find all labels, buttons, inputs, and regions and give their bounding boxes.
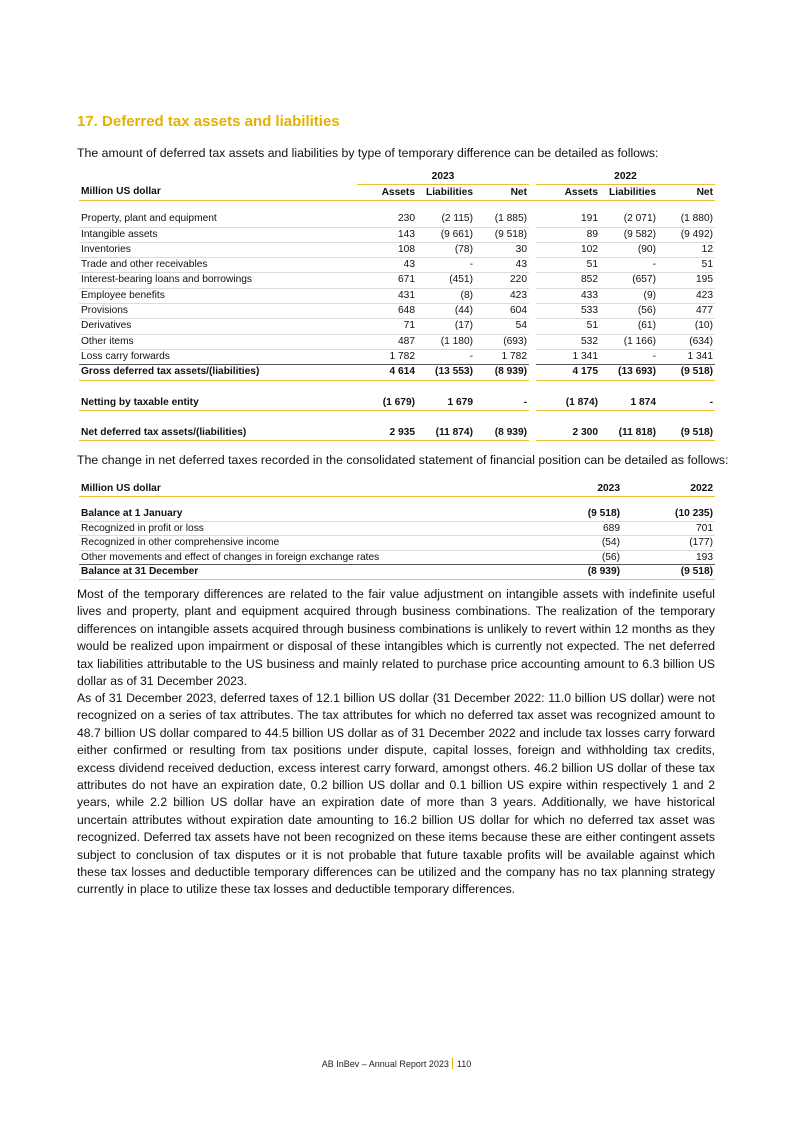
row-value: 477 (658, 304, 715, 319)
row-label: Inventories (79, 242, 357, 257)
column-header: Net (658, 185, 715, 201)
table-row (79, 258, 715, 273)
spacer-row (79, 410, 715, 426)
row-value: 54 (475, 319, 529, 334)
row-value: (657) (600, 273, 658, 288)
row-value: 533 (536, 304, 600, 319)
spacer-cell (79, 201, 715, 213)
table-row (79, 227, 715, 242)
column-header: Liabilities (600, 185, 658, 201)
row-value: 689 (549, 521, 622, 536)
row-value: 701 (622, 521, 715, 536)
row-value: (56) (600, 304, 658, 319)
row-label: Trade and other receivables (79, 258, 357, 273)
row-value: 532 (536, 334, 600, 349)
row-value: (9 518) (622, 565, 715, 580)
net-total-row (79, 426, 715, 441)
row-value: (1 880) (658, 212, 715, 227)
spacer-cell (79, 497, 715, 508)
spacer-cell (79, 380, 715, 396)
row-value: (78) (417, 242, 475, 257)
row-label: Employee benefits (79, 288, 357, 303)
column-gap (529, 242, 536, 257)
row-value: 2023 (549, 481, 622, 497)
row-value: 604 (475, 304, 529, 319)
row-value: (8 939) (475, 426, 529, 441)
row-value: (10 235) (622, 507, 715, 521)
row-value: (13 693) (600, 365, 658, 380)
row-value: (1 874) (536, 396, 600, 411)
row-value: (634) (658, 334, 715, 349)
row-value: (13 553) (417, 365, 475, 380)
row-value: (9) (600, 288, 658, 303)
row-value: - (600, 349, 658, 364)
column-gap (529, 349, 536, 364)
row-value: 143 (357, 227, 417, 242)
table-row (79, 304, 715, 319)
row-value: 30 (475, 242, 529, 257)
row-value: 423 (658, 288, 715, 303)
row-value: (9 518) (658, 365, 715, 380)
gross-total-row (79, 365, 715, 380)
column-header: Liabilities (417, 185, 475, 201)
row-value: (451) (417, 273, 475, 288)
row-value: 2 935 (357, 426, 417, 441)
row-value: (54) (549, 536, 622, 551)
row-value: 71 (357, 319, 417, 334)
row-value: (9 518) (549, 507, 622, 521)
row-label: Interest-bearing loans and borrowings (79, 273, 357, 288)
footer-separator (452, 1058, 453, 1069)
column-gap (529, 227, 536, 242)
row-value: 43 (475, 258, 529, 273)
header-label: Million US dollar (79, 185, 357, 201)
row-value: 4 175 (536, 365, 600, 380)
row-value: (9 518) (658, 426, 715, 441)
paragraph-temporary-differences: Most of the temporary differences are related to the fair value adjustment on intangible assets with indefinite useful lives and property, plant and equipment acquired through business combinations. The realization of the temporary differences on intangible assets acquired through business combinations is unlikely to revert within 12 months as they would be realized upon impairment or disposal of these intangibles which is currently not expected. The net deferred tax liabilities attributable to the US business and mainly related to purchase price accounting amount to 6.3 billion US dollar as of 31 December 2023. (77, 587, 715, 689)
row-value: (2 071) (600, 212, 658, 227)
row-value: (17) (417, 319, 475, 334)
row-value: (1 679) (357, 396, 417, 411)
row-label: Other items (79, 334, 357, 349)
row-value: 89 (536, 227, 600, 242)
page-number: 110 (456, 1059, 472, 1069)
column-header: Assets (357, 185, 417, 201)
column-gap (529, 426, 536, 441)
row-value: 2022 (622, 481, 715, 497)
row-value: 220 (475, 273, 529, 288)
table-row (79, 550, 715, 565)
year-header-2023: 2023 (357, 170, 529, 185)
table-row (79, 319, 715, 334)
row-value: (2 115) (417, 212, 475, 227)
table-row (79, 242, 715, 257)
table-row (79, 349, 715, 364)
row-label: Loss carry forwards (79, 349, 357, 364)
column-gap (529, 396, 536, 411)
table-row (79, 288, 715, 303)
row-value: (44) (417, 304, 475, 319)
row-value: (11 874) (417, 426, 475, 441)
row-value: 1 679 (417, 396, 475, 411)
row-value: (1 180) (417, 334, 475, 349)
row-label: Netting by taxable entity (79, 396, 357, 411)
row-value: 1 341 (536, 349, 600, 364)
row-value: - (600, 258, 658, 273)
row-label: Provisions (79, 304, 357, 319)
row-value: (8) (417, 288, 475, 303)
year-header-gap (529, 170, 536, 185)
row-label: Property, plant and equipment (79, 212, 357, 227)
row-value: 1 782 (357, 349, 417, 364)
spacer-row (79, 201, 715, 213)
row-value: 193 (622, 550, 715, 565)
row-value: (693) (475, 334, 529, 349)
net-deferred-tax-change-table (79, 481, 715, 580)
closing-balance-row (79, 565, 715, 580)
column-gap (529, 365, 536, 380)
row-value: (177) (622, 536, 715, 551)
row-label: Net deferred tax assets/(liabilities) (79, 426, 357, 441)
row-value: (90) (600, 242, 658, 257)
row-value: 191 (536, 212, 600, 227)
row-value: (9 492) (658, 227, 715, 242)
paragraph-unrecognized-deferred-taxes: As of 31 December 2023, deferred taxes of 12.1 billion US dollar (31 December 2022: 11.0 billion US dollar) were not recognized on a series of tax attributes. The tax attributes for which no deferred tax asset was recognized amount to 48.7 billion US dollar compared to 44.5 billion US dollar as of 31 December 2022 and include tax losses carry forward either confirmed or resulting from tax positions under dispute, capital losses, foreign and withholding tax credits, excess dividend received deduction, excess interest carry forward, amongst others. 46.2 billion US dollar of these tax attributes do not have an expiration date, 0.2 billion US dollar and 0.1 billion US expire within respectively 1 and 2 years, while 2.2 billion US dollar have an expiration date of more than 3 years. Additionally, we have historical uncertain attributes without expiration date amounting to 16.2 billion US dollar for which no deferred tax asset was recognized. Deferred tax assets have not been recognized on these items because these are either contingent assets subject to conclusion of tax disputes or it is not probable that future taxable profits will be available against which these tax losses and deductible temporary differences can be utilized and the company has no tax planning strategy currently in place to utilize these tax losses and deductible temporary differences. (77, 691, 715, 897)
row-value: 51 (658, 258, 715, 273)
row-value: (11 818) (600, 426, 658, 441)
spacer-row (79, 380, 715, 396)
column-gap (529, 288, 536, 303)
row-label: Balance at 31 December (79, 565, 549, 580)
year-header-blank (79, 170, 357, 185)
row-value: - (417, 349, 475, 364)
row-value: (9 518) (475, 227, 529, 242)
table-row (79, 521, 715, 536)
row-value: 2 300 (536, 426, 600, 441)
row-value: 230 (357, 212, 417, 227)
row-value: (8 939) (475, 365, 529, 380)
row-label: Balance at 1 January (79, 507, 549, 521)
table-row (79, 273, 715, 288)
table-row (79, 334, 715, 349)
row-value: 51 (536, 319, 600, 334)
row-value: 1 782 (475, 349, 529, 364)
row-value: 102 (536, 242, 600, 257)
row-value: 1 874 (600, 396, 658, 411)
row-value: - (658, 396, 715, 411)
netting-row (79, 396, 715, 411)
page-footer (0, 1058, 793, 1069)
row-value: (1 885) (475, 212, 529, 227)
row-value: (1 166) (600, 334, 658, 349)
row-value: 423 (475, 288, 529, 303)
column-header-row (79, 185, 715, 201)
row-label: Recognized in other comprehensive income (79, 536, 549, 551)
column-header: Net (475, 185, 529, 201)
row-value: (9 661) (417, 227, 475, 242)
row-value: 1 341 (658, 349, 715, 364)
row-value: (9 582) (600, 227, 658, 242)
row-value: 431 (357, 288, 417, 303)
section-heading: 17. Deferred tax assets and liabilities (77, 113, 340, 130)
row-value: 487 (357, 334, 417, 349)
row-value: 195 (658, 273, 715, 288)
row-label: Gross deferred tax assets/(liabilities) (79, 365, 357, 380)
table-row (79, 212, 715, 227)
column-gap (529, 319, 536, 334)
row-value: 43 (357, 258, 417, 273)
row-value: 433 (536, 288, 600, 303)
row-value: 648 (357, 304, 417, 319)
row-value: 852 (536, 273, 600, 288)
opening-balance-row (79, 507, 715, 521)
row-value: 51 (536, 258, 600, 273)
intro-text-net-change: The change in net deferred taxes recorded in the consolidated statement of financial position can be detailed as follows: (77, 453, 729, 467)
column-gap (529, 185, 536, 201)
row-value: - (475, 396, 529, 411)
row-label: Derivatives (79, 319, 357, 334)
column-gap (529, 334, 536, 349)
year-header-2022: 2022 (536, 170, 715, 185)
deferred-tax-by-type-table (79, 170, 715, 441)
spacer-row (79, 497, 715, 508)
column-gap (529, 304, 536, 319)
footer-report-title: AB InBev – Annual Report 2023 (321, 1059, 449, 1069)
intro-text-assets-liabilities: The amount of deferred tax assets and liabilities by type of temporary difference can be detailed as follows: (77, 146, 659, 160)
row-value: (8 939) (549, 565, 622, 580)
column-gap (529, 258, 536, 273)
row-value: 108 (357, 242, 417, 257)
column-header-row (79, 481, 715, 497)
row-label: Recognized in profit or loss (79, 521, 549, 536)
column-gap (529, 273, 536, 288)
row-value: 671 (357, 273, 417, 288)
row-label: Other movements and effect of changes in foreign exchange rates (79, 550, 549, 565)
table-row (79, 536, 715, 551)
column-header: Assets (536, 185, 600, 201)
row-value: (56) (549, 550, 622, 565)
row-label: Million US dollar (79, 481, 549, 497)
year-header-row (79, 170, 715, 185)
row-value: (10) (658, 319, 715, 334)
row-label: Intangible assets (79, 227, 357, 242)
spacer-cell (79, 410, 715, 426)
row-value: - (417, 258, 475, 273)
row-value: 12 (658, 242, 715, 257)
row-value: 4 614 (357, 365, 417, 380)
deferred-tax-table-body (79, 170, 715, 441)
row-value: (61) (600, 319, 658, 334)
column-gap (529, 212, 536, 227)
net-change-table-body (79, 481, 715, 579)
